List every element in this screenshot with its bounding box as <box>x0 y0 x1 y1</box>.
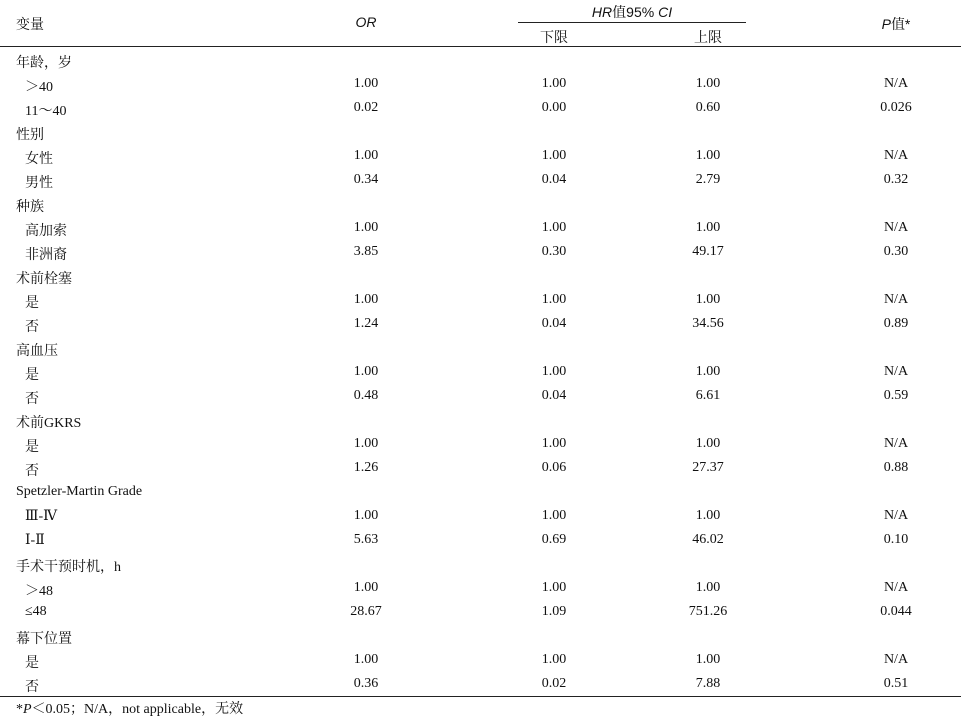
cell-p: 0.89 <box>883 316 909 331</box>
table-group-row <box>0 120 961 144</box>
cell-or: 1.00 <box>353 148 379 163</box>
cell-upper: 1.00 <box>695 364 721 379</box>
footnote-p: P <box>23 702 32 717</box>
cell-or: 1.00 <box>353 652 379 667</box>
row-label: 是 <box>25 440 39 455</box>
header-ci-label: CI <box>658 4 673 20</box>
cell-or: 0.48 <box>353 388 379 403</box>
header-variable: 变量 <box>16 16 44 32</box>
row-label: 高加索 <box>25 224 67 239</box>
group-label: 种族 <box>16 200 44 215</box>
cell-p: 0.51 <box>883 676 909 691</box>
cell-or: 1.00 <box>353 508 379 523</box>
row-label: 是 <box>25 656 39 671</box>
cell-p: 0.026 <box>880 100 912 115</box>
cell-lower: 1.00 <box>541 220 567 235</box>
table-group-row <box>0 408 961 432</box>
footnote-text: ＜0.05；N/A，not applicable，无效 <box>31 702 244 717</box>
cell-p: 0.59 <box>883 388 909 403</box>
table-row <box>0 288 961 312</box>
row-label: 男性 <box>25 176 53 191</box>
cell-lower: 1.00 <box>541 76 567 91</box>
cell-upper: 27.37 <box>692 460 724 475</box>
table-row <box>0 672 961 696</box>
header-p-italic: P <box>881 16 891 32</box>
row-label: 是 <box>25 296 39 311</box>
cell-lower: 1.00 <box>541 652 567 667</box>
header-lower: 下限 <box>540 29 568 45</box>
group-label: 高血压 <box>16 344 58 359</box>
header-p <box>836 14 956 34</box>
table-row <box>0 576 961 600</box>
row-label: 是 <box>25 368 39 383</box>
cell-upper: 0.60 <box>695 100 721 115</box>
cell-upper: 751.26 <box>688 604 728 619</box>
row-label: Ⅲ-Ⅳ <box>25 509 58 524</box>
cell-upper: 49.17 <box>692 244 724 259</box>
header-bottom-rule <box>0 46 961 47</box>
table-row <box>0 648 961 672</box>
header-p-suffix: 值* <box>890 16 911 32</box>
row-label: 否 <box>25 680 39 695</box>
cell-lower: 0.06 <box>541 460 567 475</box>
cell-or: 1.26 <box>353 460 379 475</box>
table-group-row <box>0 552 961 576</box>
cell-p: 0.88 <box>883 460 909 475</box>
table-row <box>0 216 961 240</box>
row-label: 非洲裔 <box>25 248 67 263</box>
row-label: 否 <box>25 464 39 479</box>
cell-upper: 1.00 <box>695 508 721 523</box>
cell-lower: 1.09 <box>541 604 567 619</box>
header-upper: 上限 <box>694 29 722 45</box>
header-hr-ci <box>518 2 746 22</box>
table-group-row <box>0 480 961 504</box>
row-label: ≤48 <box>25 604 47 619</box>
cell-or: 1.24 <box>353 316 379 331</box>
cell-p: N/A <box>883 508 909 523</box>
row-label: 否 <box>25 320 39 335</box>
cell-p: 0.10 <box>883 532 909 547</box>
table-group-row <box>0 264 961 288</box>
table-group-row <box>0 48 961 72</box>
cell-or: 1.00 <box>353 580 379 595</box>
table-group-row <box>0 624 961 648</box>
header-hr-label: HR <box>591 4 613 20</box>
cell-p: 0.32 <box>883 172 909 187</box>
cell-upper: 1.00 <box>695 652 721 667</box>
cell-or: 0.02 <box>353 100 379 115</box>
cell-lower: 1.00 <box>541 292 567 307</box>
header-or <box>306 14 426 30</box>
footnote <box>16 698 243 718</box>
cell-lower: 1.00 <box>541 364 567 379</box>
cell-upper: 34.56 <box>692 316 724 331</box>
table-row <box>0 384 961 408</box>
table-row <box>0 600 961 624</box>
cell-lower: 1.00 <box>541 436 567 451</box>
hr-ci-subrule <box>518 22 746 23</box>
table-row <box>0 240 961 264</box>
cell-p: N/A <box>883 652 909 667</box>
cell-p: 0.30 <box>883 244 909 259</box>
cell-p: N/A <box>883 580 909 595</box>
cell-lower: 0.04 <box>541 172 567 187</box>
cell-or: 1.00 <box>353 220 379 235</box>
cell-upper: 1.00 <box>695 220 721 235</box>
cell-lower: 0.04 <box>541 388 567 403</box>
cell-p: N/A <box>883 292 909 307</box>
cell-upper: 46.02 <box>692 532 724 547</box>
cell-or: 1.00 <box>353 436 379 451</box>
cell-p: N/A <box>883 148 909 163</box>
header-or-text: OR <box>355 14 377 30</box>
cell-p: 0.044 <box>880 604 912 619</box>
cell-lower: 1.00 <box>541 508 567 523</box>
table-row <box>0 504 961 528</box>
cell-or: 1.00 <box>353 76 379 91</box>
table-row <box>0 168 961 192</box>
group-label: 幕下位置 <box>16 632 72 647</box>
table-row <box>0 96 961 120</box>
table-row <box>0 528 961 552</box>
cell-lower: 0.69 <box>541 532 567 547</box>
cell-p: N/A <box>883 220 909 235</box>
cell-p: N/A <box>883 364 909 379</box>
cell-or: 28.67 <box>350 604 382 619</box>
group-label: 年龄，岁 <box>16 56 72 71</box>
group-label: 术前GKRS <box>16 416 82 431</box>
header-hr-middle: 值95% <box>612 4 659 20</box>
table-group-row <box>0 336 961 360</box>
cell-or: 0.34 <box>353 172 379 187</box>
group-label: 术前栓塞 <box>16 272 72 287</box>
footnote-star: * <box>16 702 23 717</box>
table-row <box>0 456 961 480</box>
cell-lower: 0.30 <box>541 244 567 259</box>
table-row <box>0 432 961 456</box>
table-row <box>0 360 961 384</box>
table-group-row <box>0 192 961 216</box>
row-label: 女性 <box>25 152 53 167</box>
cell-upper: 1.00 <box>695 580 721 595</box>
row-label: Ⅰ-Ⅱ <box>25 533 45 548</box>
cell-upper: 1.00 <box>695 292 721 307</box>
cell-upper: 1.00 <box>695 436 721 451</box>
table-row <box>0 312 961 336</box>
table-row <box>0 72 961 96</box>
cell-or: 1.00 <box>353 292 379 307</box>
cell-or: 3.85 <box>353 244 379 259</box>
cell-upper: 2.79 <box>695 172 721 187</box>
table-bottom-rule <box>0 696 961 697</box>
cell-lower: 1.00 <box>541 148 567 163</box>
cell-upper: 1.00 <box>695 148 721 163</box>
cell-p: N/A <box>883 76 909 91</box>
row-label: ＞40 <box>25 80 53 95</box>
cell-or: 1.00 <box>353 364 379 379</box>
cell-upper: 1.00 <box>695 76 721 91</box>
group-label: 性别 <box>16 128 44 143</box>
cell-p: N/A <box>883 436 909 451</box>
cell-upper: 7.88 <box>695 676 721 691</box>
row-label: 11～40 <box>25 104 67 119</box>
cell-or: 0.36 <box>353 676 379 691</box>
cell-lower: 1.00 <box>541 580 567 595</box>
group-label: Spetzler-Martin Grade <box>16 484 143 499</box>
cell-lower: 0.02 <box>541 676 567 691</box>
row-label: ＞48 <box>25 584 53 599</box>
cell-lower: 0.04 <box>541 316 567 331</box>
cell-or: 5.63 <box>353 532 379 547</box>
cell-lower: 0.00 <box>541 100 567 115</box>
table-row <box>0 144 961 168</box>
group-label: 手术干预时机，h <box>16 560 121 575</box>
cell-upper: 6.61 <box>695 388 721 403</box>
row-label: 否 <box>25 392 39 407</box>
